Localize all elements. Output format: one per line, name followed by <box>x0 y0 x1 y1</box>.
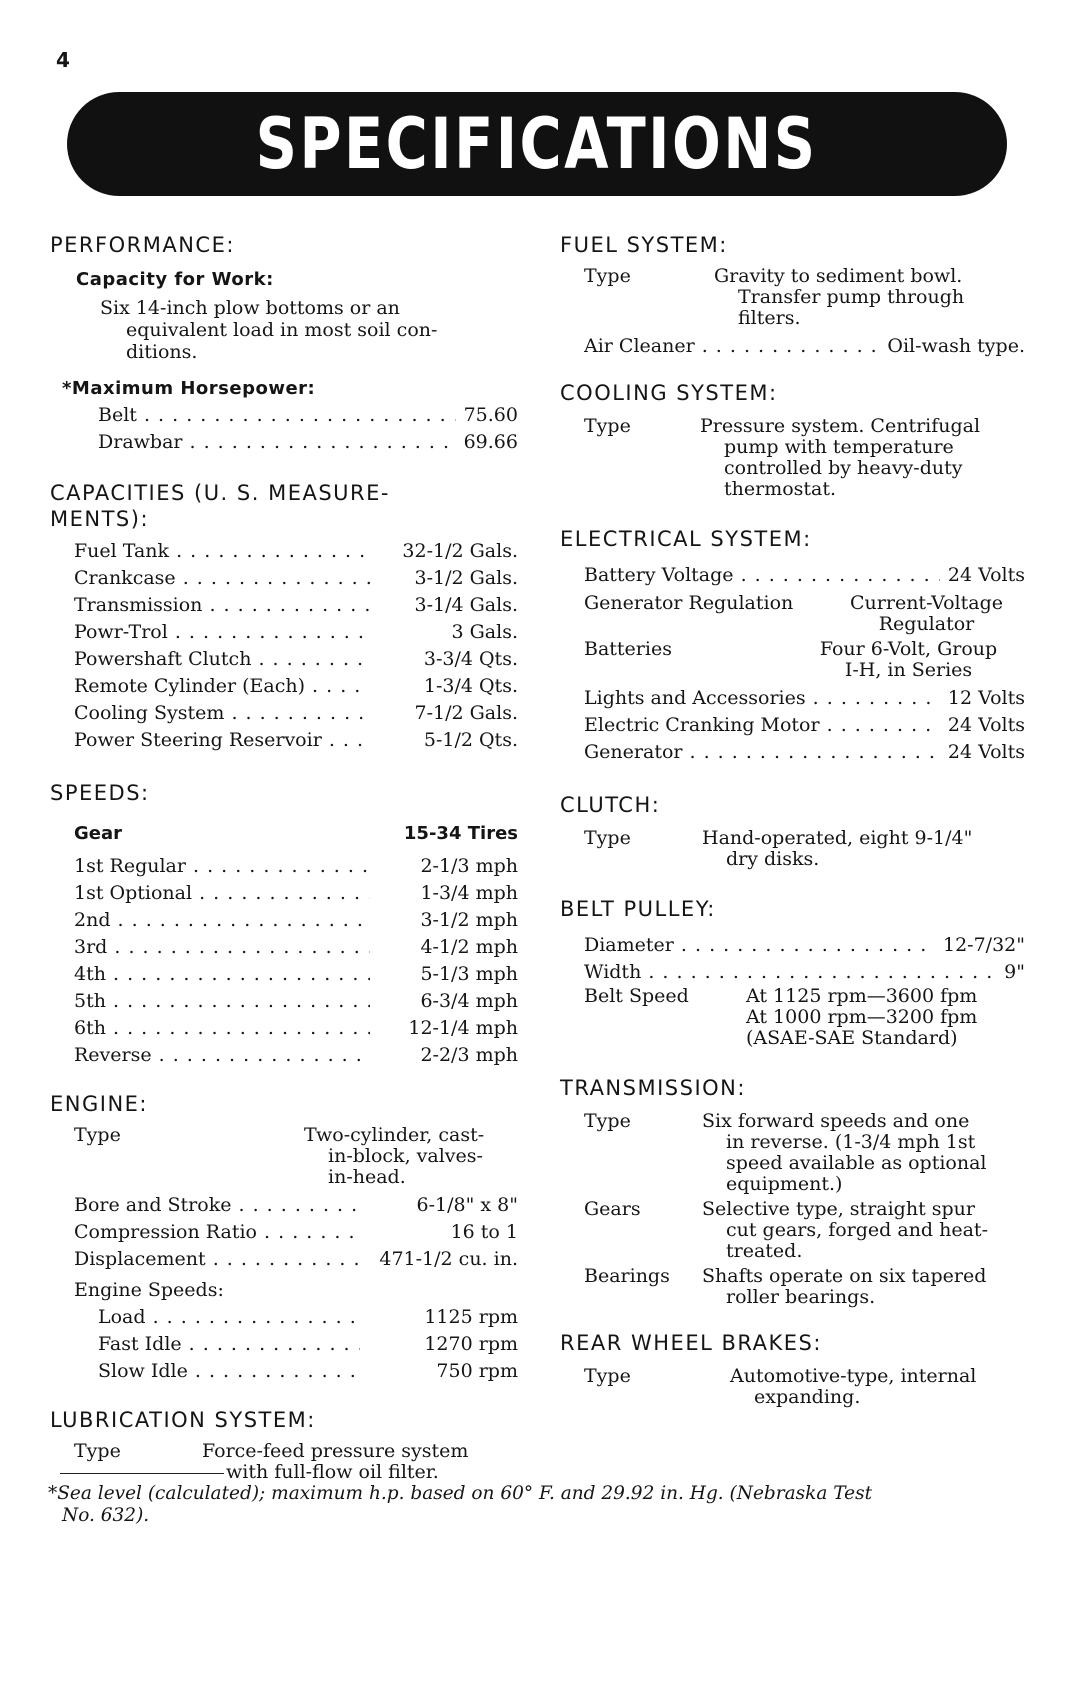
section-heading: BELT PULLEY: <box>560 897 716 921</box>
spec-value: 1-3/4 mph <box>420 882 518 904</box>
spec-row <box>74 988 518 1015</box>
text-line: controlled by heavy-duty <box>724 457 963 479</box>
spec-label: Type <box>584 1365 631 1387</box>
belt-speed <box>584 986 1025 1049</box>
spec-value: 3-1/4 Gals. <box>414 594 518 616</box>
spec-value: 471-1/2 cu. in. <box>379 1248 518 1270</box>
spec-value: 75.60 <box>463 404 518 426</box>
spec-description <box>730 1366 1025 1408</box>
transmission-type <box>584 1111 1025 1195</box>
text-line: in-head. <box>328 1166 406 1188</box>
spec-value: 5-1/2 Qts. <box>423 729 518 751</box>
fuel-section <box>560 232 1025 360</box>
text-line: Force-feed pressure system <box>202 1440 469 1462</box>
spec-label: Lights and Accessories . . . <box>584 685 940 712</box>
spec-label: Powershaft Clutch . . . <box>74 646 370 673</box>
spec-description <box>702 1199 1025 1262</box>
spec-value: 16 to 1 <box>450 1221 518 1243</box>
gear-column-header: Gear <box>74 823 123 844</box>
footnote-line: No. 632). <box>62 1505 150 1526</box>
spec-value: 12-7/32" <box>942 934 1025 956</box>
engine-speeds-label: Engine Speeds: <box>74 1279 224 1301</box>
spec-label: Diameter . . . <box>584 932 935 959</box>
text-line: Six forward speeds and one <box>702 1110 970 1132</box>
text-line: dry disks. <box>726 848 820 870</box>
spec-label: Batteries <box>584 638 672 660</box>
spec-value: 24 Volts <box>947 741 1025 763</box>
spec-label: Type <box>584 827 631 849</box>
page-number: 4 <box>56 48 70 72</box>
tires-column-header: 15-34 Tires <box>403 823 518 844</box>
left-column <box>50 232 518 1483</box>
spec-row <box>584 739 1025 766</box>
spec-row <box>584 932 1025 959</box>
text-line: Automotive-type, internal <box>730 1365 977 1387</box>
spec-label: 3rd . . . <box>74 934 370 961</box>
spec-description <box>700 416 1025 500</box>
spec-row <box>74 646 518 673</box>
spec-row <box>74 907 518 934</box>
spec-value: 3-1/2 Gals. <box>414 567 518 589</box>
batteries <box>584 639 1025 681</box>
spec-row <box>584 712 1025 739</box>
spec-label: Type <box>74 1124 121 1146</box>
text-line: Current-Voltage <box>850 592 1003 614</box>
spec-label: Belt Speed <box>584 985 689 1007</box>
spec-row <box>74 700 518 727</box>
spec-value: 1270 rpm <box>424 1333 518 1355</box>
spec-label: Transmission . . . <box>74 592 370 619</box>
cooling-section <box>560 380 1025 500</box>
spec-value: 32-1/2 Gals. <box>402 540 518 562</box>
electrical-section <box>560 526 1025 766</box>
spec-value: 4-1/2 mph <box>420 936 518 958</box>
spec-label: Bore and Stroke . . . <box>74 1192 360 1219</box>
spec-value: 7-1/2 Gals. <box>414 702 518 724</box>
lubrication-section <box>50 1407 518 1483</box>
spec-label: Type <box>584 1110 631 1132</box>
brakes-type <box>584 1366 1025 1408</box>
transmission-section <box>560 1075 1025 1308</box>
specifications-banner <box>67 92 1007 196</box>
text-line: Pressure system. Centrifugal <box>700 415 981 437</box>
spec-value: 12 Volts <box>947 687 1025 709</box>
spec-description <box>702 1111 1025 1195</box>
rear-wheel-brakes-section <box>560 1330 1025 1408</box>
spec-value: 5-1/3 mph <box>420 963 518 985</box>
lubrication-type <box>74 1441 518 1483</box>
spec-label: Slow Idle . . . <box>98 1358 360 1385</box>
spec-description <box>792 639 1025 681</box>
spec-value: 2-1/3 mph <box>420 855 518 877</box>
spec-row <box>74 565 518 592</box>
text-line: Shafts operate on six tapered <box>702 1265 987 1287</box>
spec-label: Battery Voltage . . . <box>584 562 940 589</box>
spec-label: 1st Optional . . . <box>74 880 370 907</box>
cooling-type <box>584 416 1025 500</box>
belt-pulley-section <box>560 896 1025 1049</box>
text-line: Selective type, straight spur <box>702 1198 975 1220</box>
section-heading: TRANSMISSION: <box>560 1076 746 1100</box>
spec-label: Generator Regulation <box>584 592 794 614</box>
spec-label: Fuel Tank . . . <box>74 538 370 565</box>
section-heading: REAR WHEEL BRAKES: <box>560 1331 822 1355</box>
spec-row <box>74 1015 518 1042</box>
spec-row <box>98 1331 518 1358</box>
speeds-section <box>50 780 518 1069</box>
footnote-line: *Sea level (calculated); maximum h.p. based on 60° F. and 29.92 in. Hg. (Nebraska Test <box>48 1483 873 1504</box>
spec-row <box>98 402 518 429</box>
banner-title: SPECIFICATIONS <box>256 103 818 185</box>
spec-description <box>746 986 1025 1049</box>
text-line: in reverse. (1-3/4 mph 1st <box>726 1131 976 1153</box>
spec-row <box>98 1358 518 1385</box>
spec-label: Type <box>74 1440 121 1462</box>
spec-row <box>74 1192 518 1219</box>
performance-section <box>50 232 518 456</box>
spec-value: 69.66 <box>463 431 518 453</box>
spec-row <box>74 1042 518 1069</box>
spec-label: Electric Cranking Motor . . . <box>584 712 940 739</box>
spec-label: Remote Cylinder (Each) . . . <box>74 673 370 700</box>
spec-label: 1st Regular . . . <box>74 853 370 880</box>
sub-heading: Capacity for Work: <box>76 269 274 290</box>
spec-row <box>74 727 518 754</box>
spec-row <box>74 1219 518 1246</box>
spec-description <box>304 1125 518 1188</box>
spec-label: 4th . . . <box>74 961 370 988</box>
text-line: filters. <box>738 307 801 329</box>
section-heading: PERFORMANCE: <box>50 233 235 257</box>
spec-description <box>714 266 1025 329</box>
text-line: At 1000 rpm—3200 fpm <box>746 1006 978 1028</box>
spec-description <box>828 593 1025 635</box>
speeds-header-row <box>74 820 518 847</box>
clutch-section <box>560 792 1025 870</box>
engine-section <box>50 1091 518 1385</box>
text-line: speed available as optional <box>726 1152 987 1174</box>
text-line: with full-flow oil filter. <box>226 1461 439 1483</box>
spec-label: Reverse . . . <box>74 1042 370 1069</box>
spec-row <box>74 1246 518 1273</box>
spec-row <box>74 961 518 988</box>
text-line: Transfer pump through <box>738 286 965 308</box>
generator-regulation <box>584 593 1025 635</box>
spec-label: Power Steering Reservoir . . . <box>74 727 370 754</box>
spec-value: 1-3/4 Qts. <box>423 675 518 697</box>
engine-type <box>74 1125 518 1188</box>
spec-value: 750 rpm <box>436 1360 518 1382</box>
text-line: At 1125 rpm—3600 fpm <box>746 985 978 1007</box>
spec-description <box>702 1266 1025 1308</box>
spec-label: Compression Ratio . . . <box>74 1219 360 1246</box>
spec-value: 3 Gals. <box>451 621 518 643</box>
text-line: treated. <box>726 1240 803 1262</box>
spec-label: Displacement . . . <box>74 1246 360 1273</box>
spec-value: 3-3/4 Qts. <box>423 648 518 670</box>
spec-label: Cooling System . . . <box>74 700 370 727</box>
spec-row <box>74 934 518 961</box>
spec-label: Powr-Trol . . . <box>74 619 370 646</box>
spec-value: 3-1/2 mph <box>420 909 518 931</box>
spec-label: Fast Idle . . . <box>98 1331 360 1358</box>
text-line: in-block, valves- <box>328 1145 483 1167</box>
spec-value: 2-2/3 mph <box>420 1044 518 1066</box>
text-line: Gravity to sediment bowl. <box>714 265 963 287</box>
spec-row <box>74 592 518 619</box>
spec-row <box>584 685 1025 712</box>
transmission-bearings <box>584 1266 1025 1308</box>
spec-description <box>702 828 1025 870</box>
section-heading: CLUTCH: <box>560 793 661 817</box>
section-heading: LUBRICATION SYSTEM: <box>50 1408 316 1432</box>
text-line: thermostat. <box>724 478 837 500</box>
spec-label: 6th . . . <box>74 1015 370 1042</box>
spec-value: 9" <box>1004 961 1025 983</box>
spec-row <box>74 880 518 907</box>
text-line: Four 6-Volt, Group <box>819 638 998 660</box>
spec-label: Width . . . <box>584 959 996 986</box>
spec-label: Drawbar . . . <box>98 429 456 456</box>
spec-row <box>584 562 1025 589</box>
spec-row <box>74 673 518 700</box>
spec-value: 24 Volts <box>947 714 1025 736</box>
fuel-type <box>584 266 1025 329</box>
heading-line: CAPACITIES (U. S. MEASURE- <box>50 481 390 505</box>
section-heading: SPEEDS: <box>50 781 150 805</box>
text-line: Regulator <box>878 613 975 635</box>
spec-row <box>98 1304 518 1331</box>
text-line: I-H, in Series <box>844 659 973 681</box>
spec-label: Type <box>584 265 631 287</box>
capacity-text <box>100 297 518 363</box>
clutch-type <box>584 828 1025 870</box>
spec-value: Oil-wash type. <box>887 335 1025 357</box>
spec-value: 12-1/4 mph <box>408 1017 518 1039</box>
text-line: pump with temperature <box>724 436 954 458</box>
spec-label: Belt . . . <box>98 402 456 429</box>
text-line: (ASAE-SAE Standard) <box>746 1027 958 1049</box>
spec-label: 2nd . . . <box>74 907 370 934</box>
text-line: cut gears, forged and heat- <box>726 1219 988 1241</box>
spec-label: Air Cleaner . . . <box>584 333 879 360</box>
spec-value: 6-1/8" x 8" <box>416 1194 518 1216</box>
spec-label: Load . . . <box>98 1304 360 1331</box>
text-line: Hand-operated, eight 9-1/4" <box>702 827 973 849</box>
spec-row <box>74 853 518 880</box>
text-line: equipment.) <box>726 1173 843 1195</box>
transmission-gears <box>584 1199 1025 1262</box>
spec-label: Bearings <box>584 1265 670 1287</box>
spec-label: Generator . . . <box>584 739 940 766</box>
spec-description <box>202 1441 518 1483</box>
spec-row <box>584 333 1025 360</box>
spec-row <box>584 959 1025 986</box>
section-heading: COOLING SYSTEM: <box>560 381 778 405</box>
section-heading: ENGINE: <box>50 1092 148 1116</box>
heading-line: MENTS): <box>50 507 150 531</box>
text-line: expanding. <box>754 1386 861 1408</box>
spec-row <box>98 429 518 456</box>
section-heading: FUEL SYSTEM: <box>560 233 728 257</box>
spec-label: Gears <box>584 1198 641 1220</box>
spec-row <box>74 619 518 646</box>
spec-value: 6-3/4 mph <box>420 990 518 1012</box>
text-line: Two-cylinder, cast- <box>304 1124 485 1146</box>
footnote-divider <box>60 1473 224 1474</box>
sub-heading: *Maximum Horsepower: <box>62 378 316 399</box>
capacities-section <box>50 480 518 754</box>
spec-value: 1125 rpm <box>424 1306 518 1328</box>
text-line: Six 14-inch plow bottoms or an <box>100 297 400 319</box>
spec-label: Type <box>584 415 631 437</box>
spec-row <box>74 538 518 565</box>
right-column <box>560 232 1025 1408</box>
spec-label: 5th . . . <box>74 988 370 1015</box>
text-line: ditions. <box>126 341 198 363</box>
section-heading <box>50 480 518 532</box>
spec-value: 24 Volts <box>947 564 1025 586</box>
text-line: roller bearings. <box>726 1286 876 1308</box>
section-heading: ELECTRICAL SYSTEM: <box>560 527 812 551</box>
footnote <box>48 1483 963 1527</box>
spec-label: Crankcase . . . <box>74 565 370 592</box>
text-line: equivalent load in most soil con- <box>126 319 438 341</box>
